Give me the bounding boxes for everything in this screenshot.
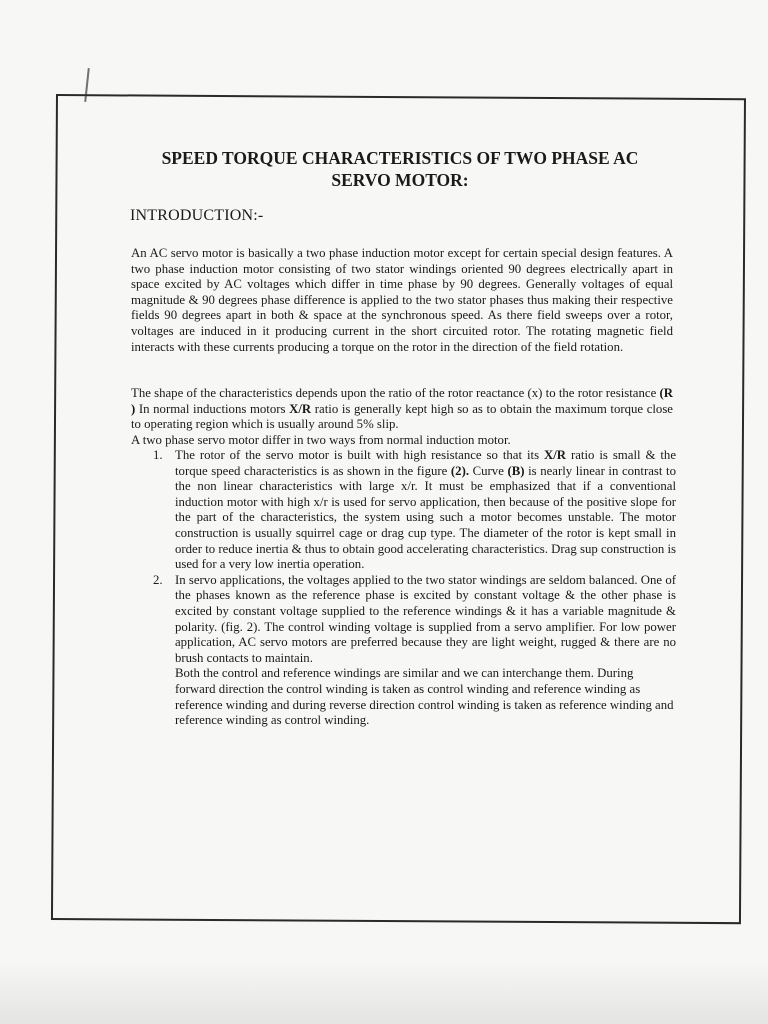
list-item-text xyxy=(175,448,676,573)
section-heading-introduction: INTRODUCTION:- xyxy=(130,207,264,224)
list-item-text: In servo applications, the voltages applied to the two stator windings are seldom balanced. One of the phases known as the reference phase is excited by constant voltage & the other phase is excited by constant voltage supplied to the reference windings & it has a variable magnitude & polarity. (fig. 2). The control winding voltage is supplied from a servo amplifier. For low power application, AC servo motors are preferred because they are light weight, rugged & there are no brush contacts to maintain. xyxy=(175,572,676,665)
paragraph-2-text-a: The shape of the characteristics depends upon the ratio of the rotor reactance (x) to the rotor resistance xyxy=(131,386,660,400)
list-item-1-text-c: Curve xyxy=(469,463,508,478)
paragraph-2-bold-r: (R ) xyxy=(131,386,673,416)
paragraph-1: An AC servo motor is basically a two phase induction motor except for certain special design features. A two phase induction motor consisting of two stator windings oriented 90 degrees electrically apart in space excited by AC voltages which differ in time phase by 90 degrees. Generally voltages of equal magnitude & 90 degrees phase difference is applied to the two stator phases thus making their respective fields 90 degrees apart in both & space at the synchronous speed. As there field sweeps over a rotor, voltages are induced in it producing current in the short circuited rotor. The rotating magnetic field interacts with these currents producing a torque on the rotor in the direction of the field rotation. xyxy=(131,246,673,354)
numbered-list xyxy=(131,448,676,729)
paragraph-2-bold-xr: X/R xyxy=(289,401,312,416)
list-item-1-text-d: is nearly linear in contrast to the non linear characteristics with large x/r. It must be emphasized that if a conventional induction motor with high x/r is used for servo application, then because of the positive slope for the part of the characteristics, the system using such a motor becomes unstable. The motor construction is usually squirrel cage or drag cup type. The diameter of the rotor is kept small in order to reduce inertia & thus to obtain good accelerating characteristics. Drag sup construction is used for a very low inertia operation. xyxy=(175,463,676,572)
paragraph-2-text-b: In normal inductions motors xyxy=(135,401,290,416)
list-item-1-bold-curve: (B) xyxy=(507,463,525,478)
list-item-1-bold-fig: (2). xyxy=(450,463,470,478)
title-line-1: SPEED TORQUE CHARACTERISTICS OF TWO PHASE AC xyxy=(161,148,639,168)
list-item xyxy=(131,573,676,729)
list-item-number: 1. xyxy=(153,448,163,462)
list-lead-line: A two phase servo motor differ in two ways from normal induction motor. xyxy=(131,433,511,447)
list-item-number: 2. xyxy=(153,572,163,587)
list-item-1-text-a: The rotor of the servo motor is built with high resistance so that its xyxy=(175,448,544,462)
paragraph-2-text-c: ratio is generally kept high so as to obtain the maximum torque close to operating region which is usually around 5% slip. xyxy=(131,401,673,432)
paragraph-2 xyxy=(131,386,673,433)
list-item-1-bold-xr: X/R xyxy=(544,448,567,462)
paper-bottom-shade xyxy=(0,960,768,1024)
page-title xyxy=(110,147,690,191)
list-item xyxy=(131,448,676,573)
list-item-1-text-b: ratio is small & the torque speed characteristics is as shown in the figure xyxy=(175,448,677,478)
title-line-2: SERVO MOTOR: xyxy=(331,170,469,190)
list-item-continuation-text: Both the control and reference windings are similar and we can interchange them. During forward direction the control winding is taken as control winding and reference winding as reference winding and during reverse direction control winding is taken as reference winding and reference winding as control winding. xyxy=(175,666,674,728)
